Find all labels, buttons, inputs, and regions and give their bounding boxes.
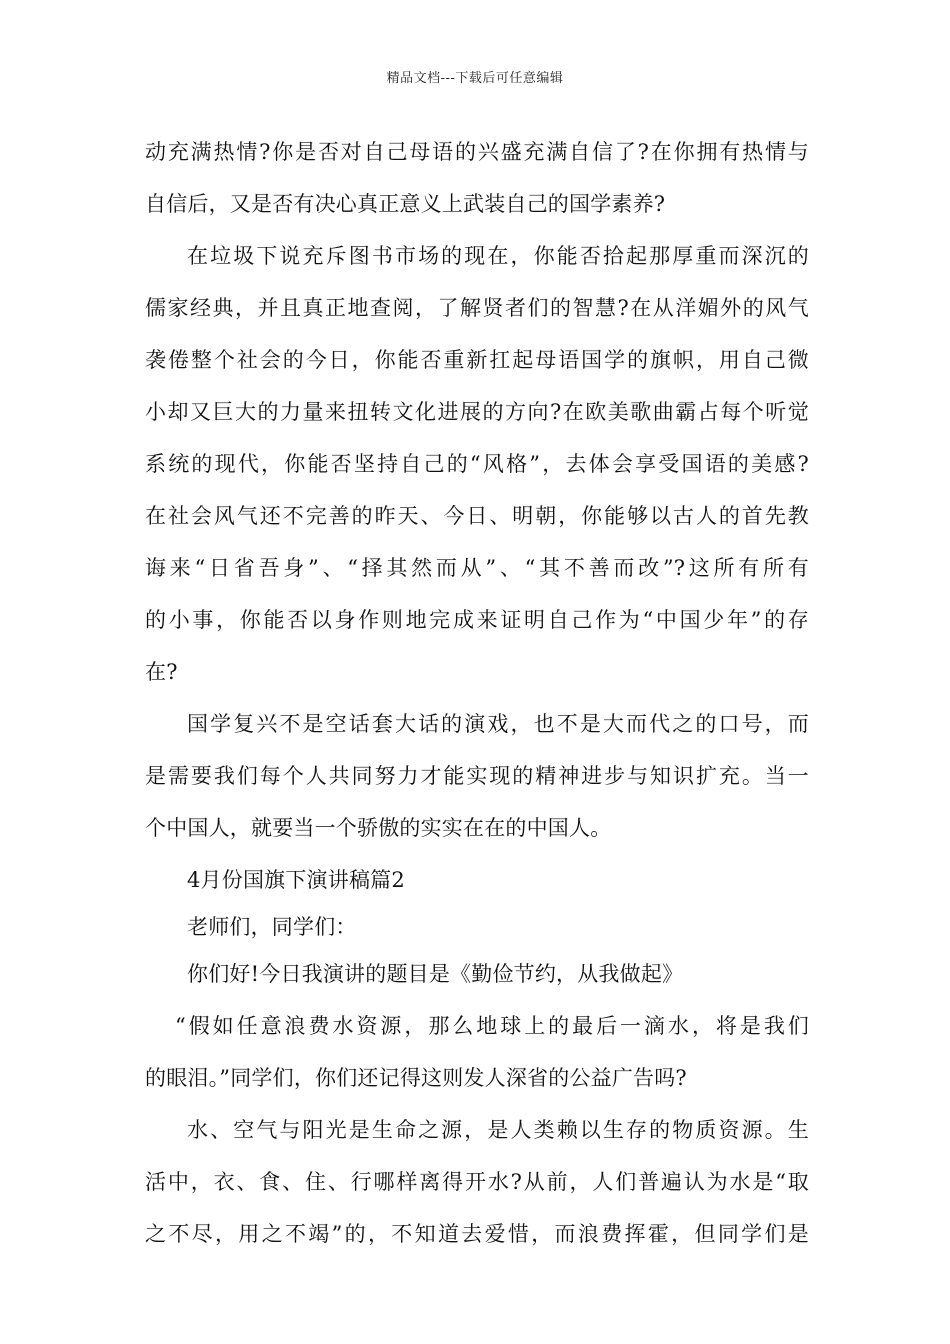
text-line: 系统的现代，你能否坚持自己的“风格”，去体会享受国语的美感? [145, 452, 809, 476]
text-line: 4月份国旗下演讲稿篇2 [187, 868, 405, 892]
text-line: 之不尽，用之不竭”的，不知道去爱惜，而浪费挥霍，但同学们是 [145, 1222, 809, 1246]
paragraph [145, 1108, 809, 1264]
text-line: 是需要我们每个人共同努力才能实现的精神进步与知识扩充。当一 [145, 764, 809, 788]
paragraph [145, 234, 809, 702]
page-header: 精品文档---下载后可任意编辑 [386, 71, 564, 86]
text-line: 老师们，同学们： [187, 915, 357, 939]
text-line: 国学复兴不是空话套大话的演戏，也不是大而代之的口号，而 [187, 712, 809, 736]
text-line: 在垃圾下说充斥图书市场的现在，你能否拾起那厚重而深沉的 [187, 244, 809, 268]
salutation [145, 905, 809, 952]
text-line: 个中国人，就要当一个骄傲的实实在在的中国人。 [145, 816, 612, 840]
text-line: 的眼泪。”同学们，你们还记得这则发人深省的公益广告吗? [145, 1066, 687, 1090]
text-line: 在社会风气还不完善的昨天、今日、明朝，你能够以古人的首先教 [145, 504, 809, 528]
text-line: 儒家经典，并且真正地查阅，了解贤者们的智慧?在从洋媚外的风气 [145, 296, 809, 320]
text-line: 自信后，又是否有决心真正意义上武装自己的国学素养? [145, 192, 666, 216]
text-line: 动充满热情?你是否对自己母语的兴盛充满自信了?在你拥有热情与 [145, 140, 809, 164]
text-line: 诲来“日省吾身”、“择其然而从”、“其不善而改”?这所有所有 [145, 556, 809, 580]
section-heading [145, 858, 809, 905]
text-line: 袭倦整个社会的今日，你能否重新扛起母语国学的旗帜，用自己微 [145, 348, 809, 372]
paragraph [145, 952, 809, 1004]
text-line: 活中，衣、食、住、行哪样离得开水?从前，人们普遍认为水是“取 [145, 1170, 809, 1194]
text-line: 在? [145, 660, 178, 684]
text-line: 水、空气与阳光是生命之源，是人类赖以生存的物质资源。生 [187, 1118, 809, 1142]
paragraph [145, 1004, 809, 1108]
text-line: 的小事，你能否以身作则地完成来证明自己作为“中国少年”的存 [145, 608, 809, 632]
text-line: 你们好!今日我演讲的题目是《勤俭节约，从我做起》 [187, 962, 684, 986]
paragraph [145, 702, 809, 858]
document-body [145, 130, 809, 1264]
text-line: “假如任意浪费水资源，那么地球上的最后一滴水，将是我们 [175, 1014, 809, 1038]
paragraph [145, 130, 809, 234]
text-line: 小却又巨大的力量来扭转文化进展的方向?在欧美歌曲霸占每个听觉 [145, 400, 809, 424]
